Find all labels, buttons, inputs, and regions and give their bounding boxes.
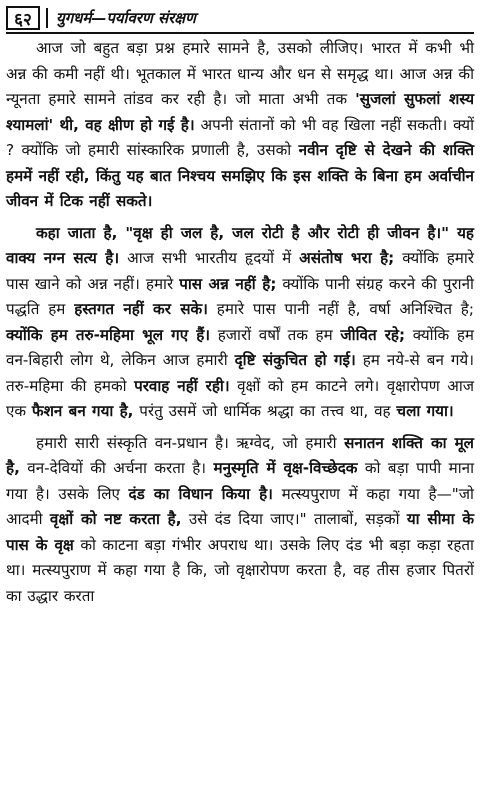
running-title: युगधर्म—पर्यावरण संरक्षण	[46, 8, 196, 28]
text-run: नवीन दृष्टि से देखने की शक्ति हममें नहीं रही, किंतु यह बात निश्चय समझिए कि इस शक्ति के बिना हम अर्वाचीन जीवन में टिक नहीं सकते।	[6, 141, 474, 210]
text-run: हस्तगत नहीं कर सके।	[74, 300, 208, 318]
text-run: आज सभी भारतीय हृदयों में	[119, 249, 300, 267]
text-run: 'सुजलां सुफलां शस्य श्यामलां' थी, वह क्षीण हो गई है।	[6, 90, 475, 134]
text-run: मत्स्यपुराण में कहा गया है—"जो आदमी	[6, 484, 474, 528]
text-run: वृक्षों को नष्ट करता है,	[49, 510, 182, 528]
text-run: कहा जाता है, "वृक्ष ही जल है, जल रोटी है और रोटी ही जीवन है।" यह वाक्य नग्न सत्य है।	[6, 223, 474, 267]
text-run: उसे दंड दिया जाए।" तालाबों, सड़कों	[181, 510, 407, 528]
text-run: हमारी सारी संस्कृति वन-प्रधान है। ऋग्वेद, जो हमारी	[36, 433, 345, 452]
text-run: वन-देवियों की अर्चना करता है।	[19, 459, 214, 477]
paragraph-2	[6, 221, 474, 425]
text-run: चला गया।	[396, 402, 454, 420]
text-run: क्योंकि हम तरु-महिमा भूल गए हैं।	[6, 325, 211, 344]
text-run: फैशन बन गया है,	[31, 402, 134, 420]
text-run: आज जो बहुत बड़ा प्रश्न हमारे सामने है, उसको लीजिए। भारत में कभी भी अन्न की कमी नहीं थी। भूतकाल में भारत धान्य और धन से समृद्ध था। आज अन्न की न्यूनता हमारे सामने तांडव कर रही है। जो माता अभी तक	[6, 39, 474, 108]
text-run: मनुस्मृति में वृक्ष-विच्छेदक	[213, 459, 358, 477]
text-run: असंतोष भरा है;	[299, 249, 395, 267]
text-run: सनातन शक्ति का मूल है,	[6, 433, 474, 477]
text-run: दंड का विधान किया है।	[128, 484, 273, 503]
page-number: ६२	[6, 6, 40, 30]
text-run: क्योंकि पानी संग्रह करने की पुरानी पद्धति हम	[6, 274, 474, 318]
text-run: हम नये-से बन गये। तरु-महिमा की हमको	[6, 351, 474, 395]
paragraph-3	[6, 431, 474, 610]
text-run: दृष्टि संकुचित हो गई।	[234, 351, 356, 369]
text-run: अपनी संतानों को भी वह खिला नहीं सकती। क्यों ? क्योंकि जो हमारी सांस्कारिक प्रणाली है, उसको	[6, 115, 474, 159]
text-run: परवाह नहीं रही।	[134, 376, 230, 395]
text-run: क्योंकि हम वन-बिहारी लोग थे, लेकिन आज हमारी	[6, 325, 474, 369]
text-run: परंतु उसमें जो धार्मिक श्रद्धा का तत्त्व था, वह	[133, 402, 397, 420]
body-text	[6, 36, 474, 615]
text-run: वृक्षों को हम काटने लगे। वृक्षारोपण आज एक	[6, 376, 475, 420]
text-run: हमारे पास पानी नहीं है, वर्षा अनिश्चित है;	[207, 300, 474, 318]
text-run: या सीमा के पास के वृक्ष	[6, 510, 475, 554]
text-run: हजारों वर्षों तक हम	[210, 325, 341, 344]
paragraph-1	[6, 36, 474, 215]
text-run: क्योंकि हमारे पास खाने को अन्न नहीं। हमारे	[6, 249, 474, 293]
text-run: को काटना बड़ा गंभीर अपराध था। उसके लिए दंड भी बड़ा कड़ा रहता था। मत्स्यपुराण में कहा गया है कि, जो वृक्षारोपण करता है, वह तीस हजार पितरों का उद्धार करता	[6, 535, 474, 605]
text-run: पास अन्न नहीं है;	[179, 274, 277, 293]
text-run: जीवित रहे;	[340, 325, 406, 344]
page-header	[6, 4, 474, 34]
text-run: को बड़ा पापी माना गया है। उसके लिए	[6, 459, 475, 503]
